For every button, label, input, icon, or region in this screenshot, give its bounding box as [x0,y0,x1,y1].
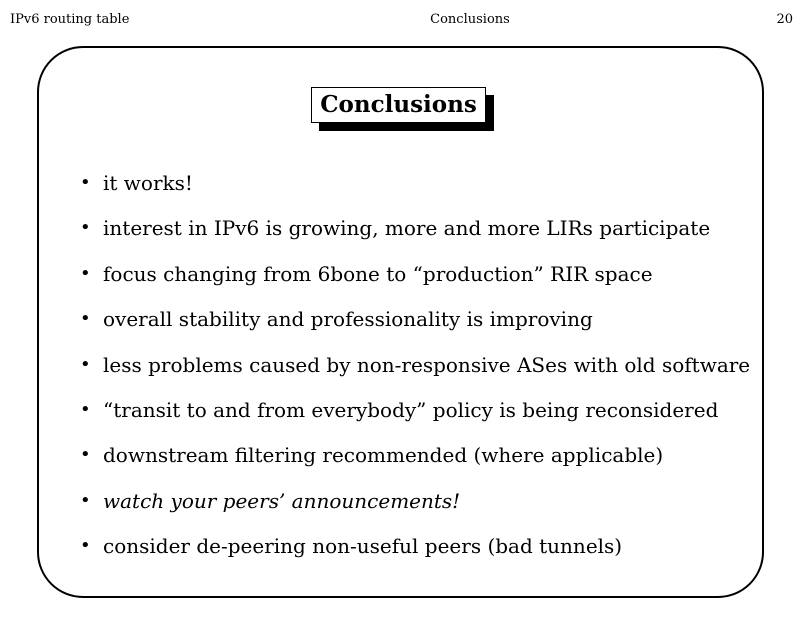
list-item [80,440,750,485]
slide-title: Conclusions [311,87,486,123]
bullet-icon: • [80,172,91,193]
list-item [80,486,750,531]
bullet-text: focus changing from 6bone to “production” RIR space [103,261,653,286]
bullet-text: less problems caused by non-responsive ASes with old software [103,352,751,377]
bullet-text: consider de-peering non-useful peers (bad tunnels) [103,534,623,559]
header-page-number: 20 [776,12,793,27]
list-item [80,350,750,395]
bullet-icon: • [80,444,91,466]
list-item [80,304,750,349]
list-item [80,213,750,258]
bullet-text: overall stability and professionality is improving [103,307,593,332]
list-item [80,395,750,440]
bullet-text: “transit to and from everybody” policy is being reconsidered [103,397,719,422]
bullet-list [80,168,750,577]
bullet-text: interest in IPv6 is growing, more and more LIRs participate [103,216,711,241]
bullet-icon: • [80,535,91,557]
bullet-text: downstream filtering recommended (where applicable) [103,443,664,468]
page-header [0,12,800,32]
bullet-icon: • [80,308,91,330]
slide-title-container [311,87,486,123]
header-section-title: Conclusions [430,12,510,27]
bullet-icon: • [80,398,91,420]
bullet-icon: • [80,217,91,239]
list-item [80,168,750,213]
list-item [80,531,750,576]
bullet-icon: • [80,353,91,375]
bullet-icon: • [80,262,91,284]
list-item [80,259,750,304]
bullet-icon: • [80,489,91,511]
bullet-text: it works! [103,171,193,195]
bullet-text-emphasized: watch your peers’ announcements! [103,488,461,513]
header-document-title: IPv6 routing table [10,12,130,27]
